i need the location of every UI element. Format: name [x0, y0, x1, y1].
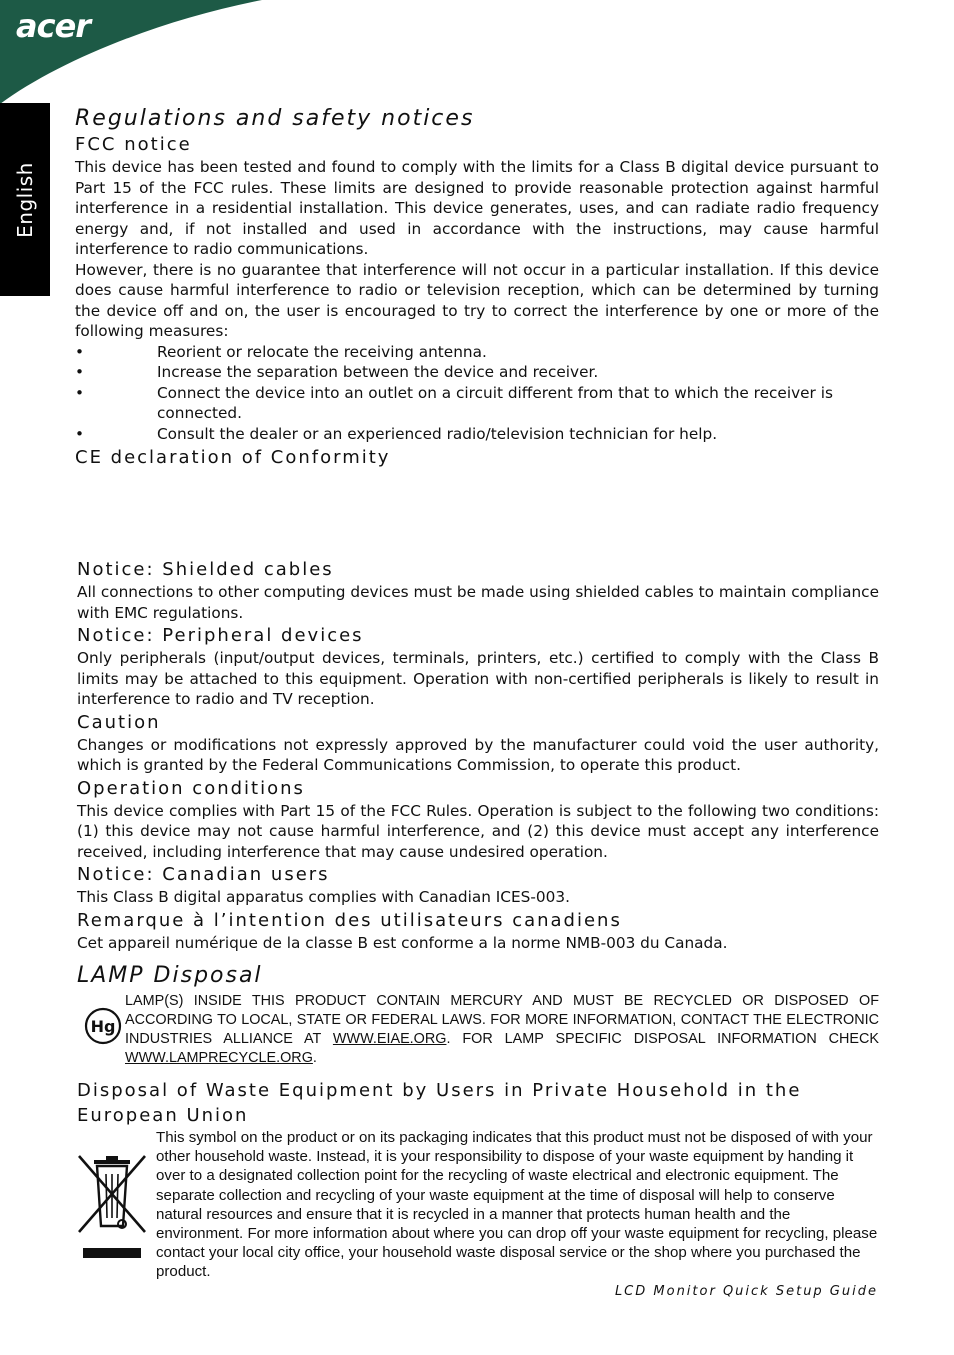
- header-swoosh: [0, 0, 954, 110]
- remarque-text: Cet appareil numérique de la classe B est conforme a la norme NMB-003 du Canada.: [77, 933, 728, 952]
- crossed-bin-icon: [77, 1154, 147, 1264]
- list-item: • Consult the dealer or an experienced radio/television technician for help.: [75, 424, 879, 445]
- lamp-heading: LAMP Disposal: [77, 963, 263, 988]
- language-tab-label: English: [13, 161, 37, 238]
- list-item: • Increase the separation between the device and receiver.: [75, 362, 879, 383]
- lamp-disposal-block: [77, 992, 879, 1068]
- lamprecycle-link[interactable]: WWW.LAMPRECYCLE.ORG: [125, 1050, 313, 1066]
- weee-block: [77, 1128, 879, 1282]
- weee-text: This symbol on the product or on its packaging indicates that this product must not be disposed of with your other household waste. Instead, it is your responsibility to dispose of your waste equipment by handing it over to a designated collection point for the recycling of waste electrical and electronic equipment. The separate collection and recycling of your waste equipment at the time of disposal will help to conserve natural resources and ensure that it is recycled in a manner that protects human health and the environment. For more information about where you can drop off your waste equipment for recycling, please contact your local city office, your household waste disposal service or the shop where you purchased the product.: [156, 1129, 878, 1281]
- peripheral-heading: Notice: Peripheral devices: [77, 625, 364, 646]
- language-tab: [0, 103, 50, 296]
- page-title: Regulations and safety notices: [75, 106, 475, 131]
- list-item: • Reorient or relocate the receiving antenna.: [75, 342, 879, 363]
- svg-text:acer: acer: [16, 7, 91, 45]
- fcc-paragraph-1: This device has been tested and found to comply with the limits for a Class B digital device pursuant to Part 15 of the FCC rules. These limits are designed to provide reasonable protection against harmful interference in a residential installation. This device generates, uses, and can radiate radio frequency energy and, if not installed and used in accordance with the instructions, may cause harmful interference to radio communications.: [75, 158, 879, 258]
- shielded-text: All connections to other computing devices must be made using shielded cables to maintain compliance with EMC regulations.: [77, 583, 879, 622]
- svg-text:Hg: Hg: [90, 1017, 116, 1036]
- operation-heading: Operation conditions: [77, 777, 305, 799]
- operation-text: This device complies with Part 15 of the FCC Rules. Operation is subject to the following two conditions: (1) this device may not cause harmful interference, and (2) this device must accept any interference received, including interference that may cause undesired operation.: [77, 801, 879, 861]
- fcc-paragraph-2: However, there is no guarantee that interference will not occur in a particular installation. If this device does cause harmful interference to radio or television reception, which can be determined by turning the device off and on, the user is encouraged to try to correct the interference by one or more of the following measures:: [75, 260, 879, 340]
- lamp-text: LAMP(S) INSIDE THIS PRODUCT CONTAIN MERCURY AND MUST BE RECYCLED OR DISPOSED OF ACCORDING TO LOCAL, STATE OR FEDERAL LAWS. FOR MORE INFORMATION, CONTACT THE ELECTRONIC INDUSTRIES ALLIANCE AT WWW.EIAE.ORG. FOR LAMP SPECIFIC DISPOSAL INFORMATION CHECK WWW.LAMPRECYCLE.ORG.: [125, 993, 880, 1066]
- notices-section: [77, 558, 879, 1282]
- eiae-link[interactable]: WWW.EIAE.ORG: [332, 1031, 447, 1047]
- footer-guide-title: LCD Monitor Quick Setup Guide: [614, 1284, 878, 1299]
- peripheral-text: Only peripherals (input/output devices, terminals, printers, etc.) certified to comply with the Class B limits may be attached to this equipment. Operation with non-certified peripherals is likely to result in interference to radio and TV reception.: [77, 649, 879, 708]
- fcc-heading: FCC notice: [75, 134, 192, 155]
- ce-blank-area: [75, 470, 879, 558]
- caution-text: Changes or modifications not expressly approved by the manufacturer could void the user authority, which is granted by the Federal Communications Commission, to operate this product.: [77, 735, 879, 774]
- caution-heading: Caution: [77, 711, 161, 733]
- list-item: • Connect the device into an outlet on a circuit different from that to which the receiver is connected.: [75, 383, 879, 424]
- canadian-heading: Notice: Canadian users: [77, 864, 330, 885]
- main-content: [75, 104, 879, 1282]
- acer-logo: [14, 6, 109, 46]
- weee-heading: Disposal of Waste Equipment by Users in Private Household in the European Union: [77, 1080, 802, 1126]
- fcc-measures-list: [75, 342, 879, 445]
- canadian-text: This Class B digital apparatus complies with Canadian ICES-003.: [77, 888, 570, 906]
- mercury-hg-icon: [83, 1006, 123, 1046]
- ce-heading: CE declaration of Conformity: [75, 447, 391, 468]
- shielded-heading: Notice: Shielded cables: [77, 559, 334, 580]
- remarque-heading: Remarque à l’intention des utilisateurs canadiens: [77, 909, 622, 931]
